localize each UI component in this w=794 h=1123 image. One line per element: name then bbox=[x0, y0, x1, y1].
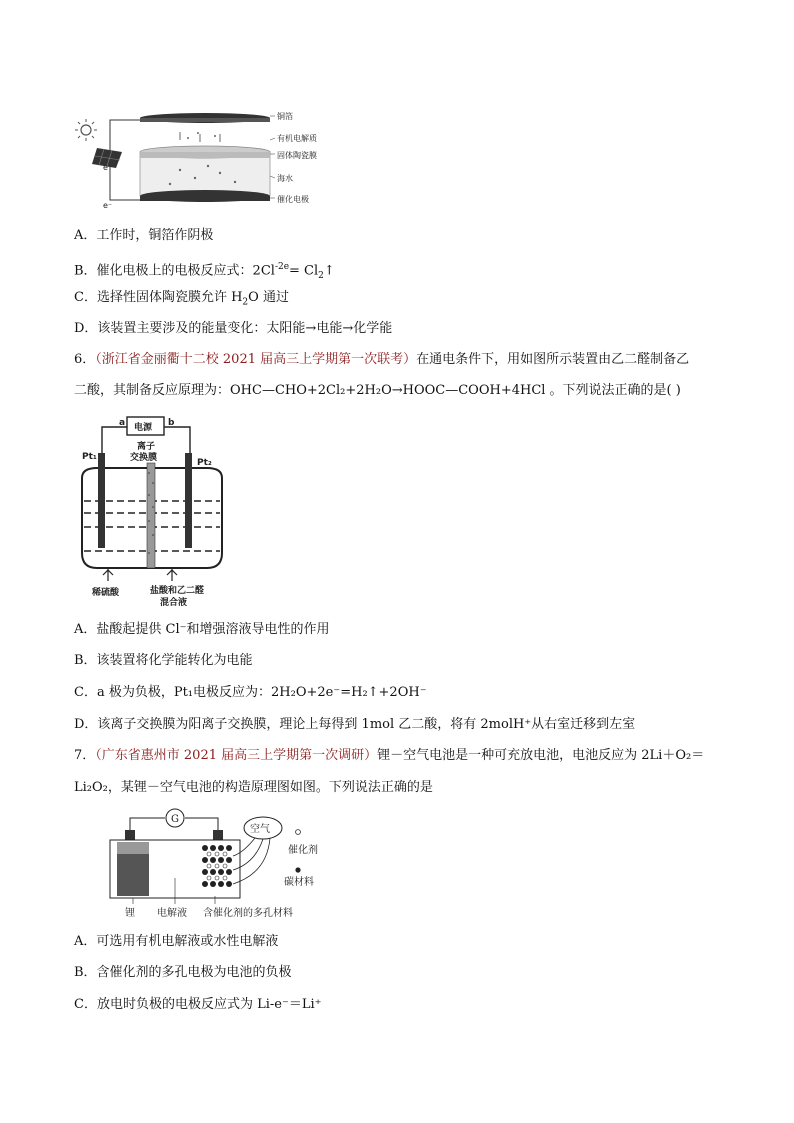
pt2-electrode bbox=[185, 453, 192, 548]
figure1-label-organic: 有机电解质 bbox=[277, 134, 317, 143]
carbon-legend-icon bbox=[295, 867, 300, 872]
electron-bottom-label: e⁻ bbox=[103, 201, 113, 210]
porous-material-label: 含催化剂的多孔材料 bbox=[203, 908, 293, 919]
figure1-label-catalytic: 催化电极 bbox=[277, 195, 309, 204]
seawater-chamber bbox=[140, 152, 270, 196]
galvanometer-label: G bbox=[171, 814, 179, 825]
left-inlet-label: 稀硫酸 bbox=[92, 588, 120, 598]
q5-option-c: C．选择性固体陶瓷膜允许 $H_2O$ 通过 bbox=[74, 290, 289, 308]
pt1-label: Pt₁ bbox=[82, 452, 97, 462]
terminal-a-label: a bbox=[119, 418, 126, 428]
pt2-label: Pt₂ bbox=[197, 458, 212, 468]
figure1-label-ceramic: 固体陶瓷膜 bbox=[277, 151, 317, 160]
ion-exchange-membrane bbox=[147, 463, 155, 568]
sun-icon bbox=[75, 119, 97, 141]
q7-stem-line1: 7．（广东省惠州市 2021 届高三上学期第一次调研）锂－空气电池是一种可充放电池，电池反应为 2Li＋O₂＝ bbox=[74, 748, 705, 763]
q5-option-d: D．该装置主要涉及的能量变化：太阳能→电能→化学能 bbox=[74, 321, 393, 336]
q6-option-a: A．盐酸起提供 Cl⁻和增强溶液导电性的作用 bbox=[74, 622, 330, 637]
membrane-label-2: 交换膜 bbox=[130, 453, 158, 463]
q7-option-a: A．可选用有机电解液或水性电解液 bbox=[74, 934, 279, 949]
membrane-label-1: 离子 bbox=[137, 442, 156, 452]
q6-stem-line2: 二酸，其制备反应原理为：OHC—CHO+2Cl₂+2H₂O→HOOC—COOH+4HCl 。下列说法正确的是( ) bbox=[74, 383, 681, 398]
terminal-b-label: b bbox=[168, 418, 175, 428]
q6-source: （浙江省金丽衢十二校 2021 届高三上学期第一次联考） bbox=[95, 352, 417, 367]
electrolyte-label: 电解液 bbox=[157, 908, 187, 919]
q7-option-c: C．放电时负极的电极反应式为 Li-e⁻＝Li⁺ bbox=[74, 997, 322, 1012]
seawater-cell-figure bbox=[70, 108, 340, 218]
air-label: 空气 bbox=[250, 824, 270, 835]
carbon-legend-label: 碳材料 bbox=[284, 877, 314, 888]
q7-option-b: B．含催化剂的多孔电极为电池的负极 bbox=[74, 965, 292, 980]
q6-option-c: C．a 极为负极，Pt₁电极反应为：2H₂O+2e⁻=H₂↑+2OH⁻ bbox=[74, 685, 427, 700]
q6-stem-line1: 6．（浙江省金丽衢十二校 2021 届高三上学期第一次联考）在通电条件下，用如图所示装置由乙二醛制备乙 bbox=[74, 352, 690, 367]
right-inlet-label: 盐酸和乙二醛 bbox=[150, 586, 205, 596]
q7-stem-line2: Li₂O₂，某锂－空气电池的构造原理图如图。下列说法正确的是 bbox=[74, 780, 433, 795]
q7-source: （广东省惠州市 2021 届高三上学期第一次调研） bbox=[95, 748, 378, 763]
figure1-label-copper: 铜箔 bbox=[277, 112, 293, 121]
q6-option-b: B．该装置将化学能转化为电能 bbox=[74, 653, 253, 668]
q5-option-b: B．催化电极上的电极反应式：$2Cl^{-2e}=$ $Cl_2↑$ bbox=[74, 262, 335, 281]
figure1-label-seawater: 海水 bbox=[277, 174, 293, 183]
electron-top-label: e⁻ bbox=[103, 163, 113, 172]
electrolysis-cell-figure bbox=[72, 413, 237, 613]
q6-option-d: D．该离子交换膜为阳离子交换膜，理论上每得到 1mol 乙二酸，将有 2molH⁺从右室迁移到左室 bbox=[74, 717, 636, 732]
lithium-label: 锂 bbox=[125, 908, 135, 919]
power-label: 电源 bbox=[134, 423, 153, 433]
catalyst-legend-icon bbox=[296, 830, 301, 835]
catalyst-legend-label: 催化剂 bbox=[288, 845, 318, 856]
right-inlet-label-2: 混合液 bbox=[160, 598, 188, 608]
lithium-air-battery-figure bbox=[105, 808, 355, 920]
q5-option-a: A．工作时，铜箔作阴极 bbox=[74, 228, 214, 243]
pt1-electrode bbox=[98, 453, 105, 548]
